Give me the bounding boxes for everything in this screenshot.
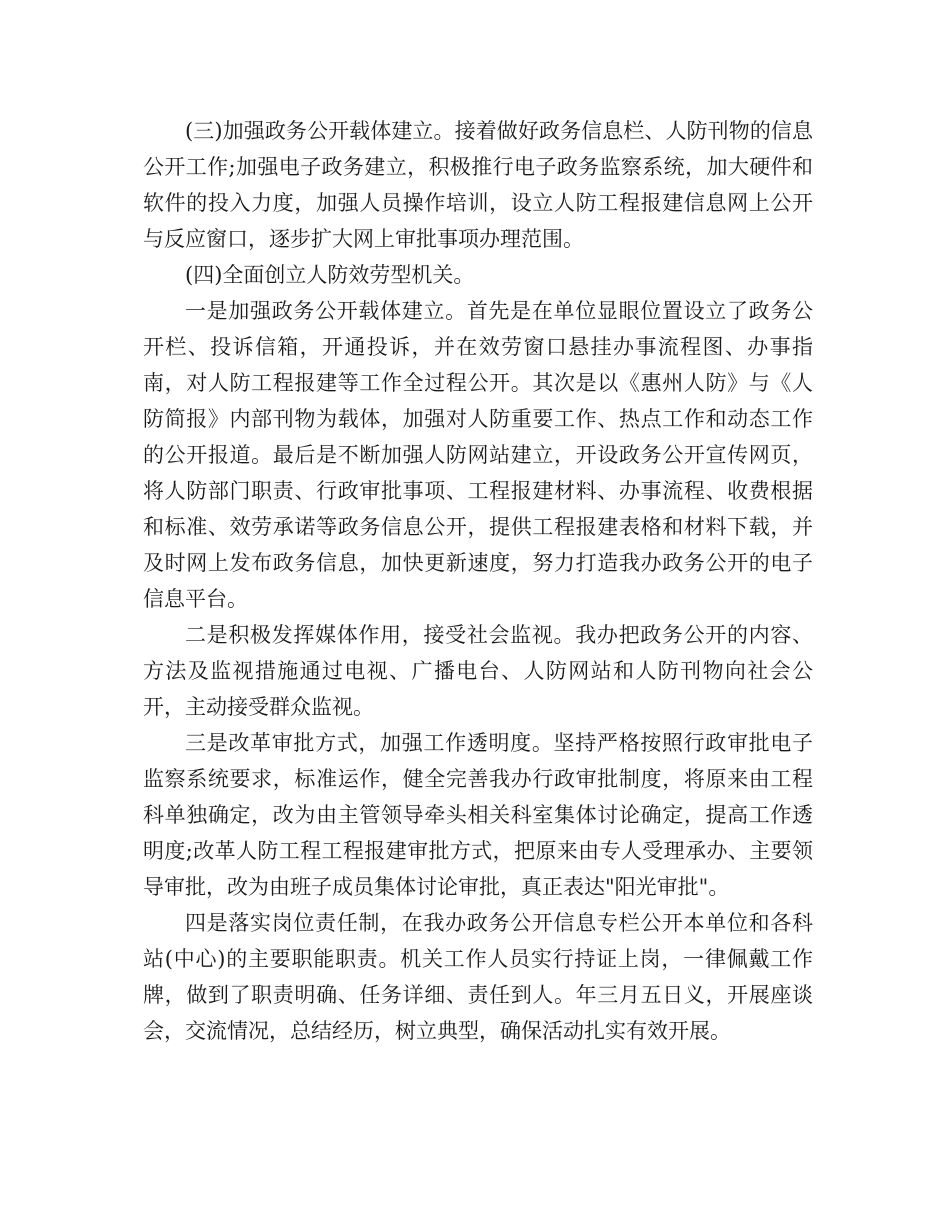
paragraph-item-1: 一是加强政务公开载体建立。首先是在单位显眼位置设立了政务公开栏、投诉信箱，开通投诉，并在效劳窗口悬挂办事流程图、办事指南，对人防工程报建等工作全过程公开。其次是以《惠州人防》与《人防简报》内部刊物为载体，加强对人防重要工作、热点工作和动态工作的公开报道。最后是不断加强人防网站建立，开设政务公开宣传网页，将人防部门职责、行政审批事项、工程报建材料、办事流程、收费根据和标准、效劳承诺等政务信息公开，提供工程报建表格和材料下载，并及时网上发布政务信息，加快更新速度，努力打造我办政务公开的电子信息平台。 — [143, 299, 813, 611]
document-body — [143, 113, 813, 1049]
paragraph-item-2: 二是积极发挥媒体作用，接受社会监视。我办把政务公开的内容、方法及监视措施通过电视、广播电台、人防网站和人防刊物向社会公开，主动接受群众监视。 — [143, 623, 813, 719]
paragraph-item-4: 四是落实岗位责任制，在我办政务公开信息专栏公开本单位和各科站(中心)的主要职能职责。机关工作人员实行持证上岗，一律佩戴工作牌，做到了职责明确、任务详细、责任到人。年三月五日义，开展座谈会，交流情况，总结经历，树立典型，确保活动扎实有效开展。 — [143, 911, 813, 1043]
paragraph-section-3: (三)加强政务公开载体建立。接着做好政务信息栏、人防刊物的信息公开工作;加强电子政务建立，积极推行电子政务监察系统，加大硬件和软件的投入力度，加强人员操作培训，设立人防工程报建信息网上公开与反应窗口，逐步扩大网上审批事项办理范围。 — [143, 119, 813, 251]
paragraph-item-3: 三是改革审批方式，加强工作透明度。坚持严格按照行政审批电子监察系统要求，标准运作，健全完善我办行政审批制度，将原来由工程科单独确定，改为由主管领导牵头相关科室集体讨论确定，提高工作透明度;改革人防工程工程报建审批方式，把原来由专人受理承办、主要领导审批，改为由班子成员集体讨论审批，真正表达"阳光审批"。 — [143, 731, 813, 899]
paragraph-section-4-heading: (四)全面创立人防效劳型机关。 — [185, 263, 475, 287]
